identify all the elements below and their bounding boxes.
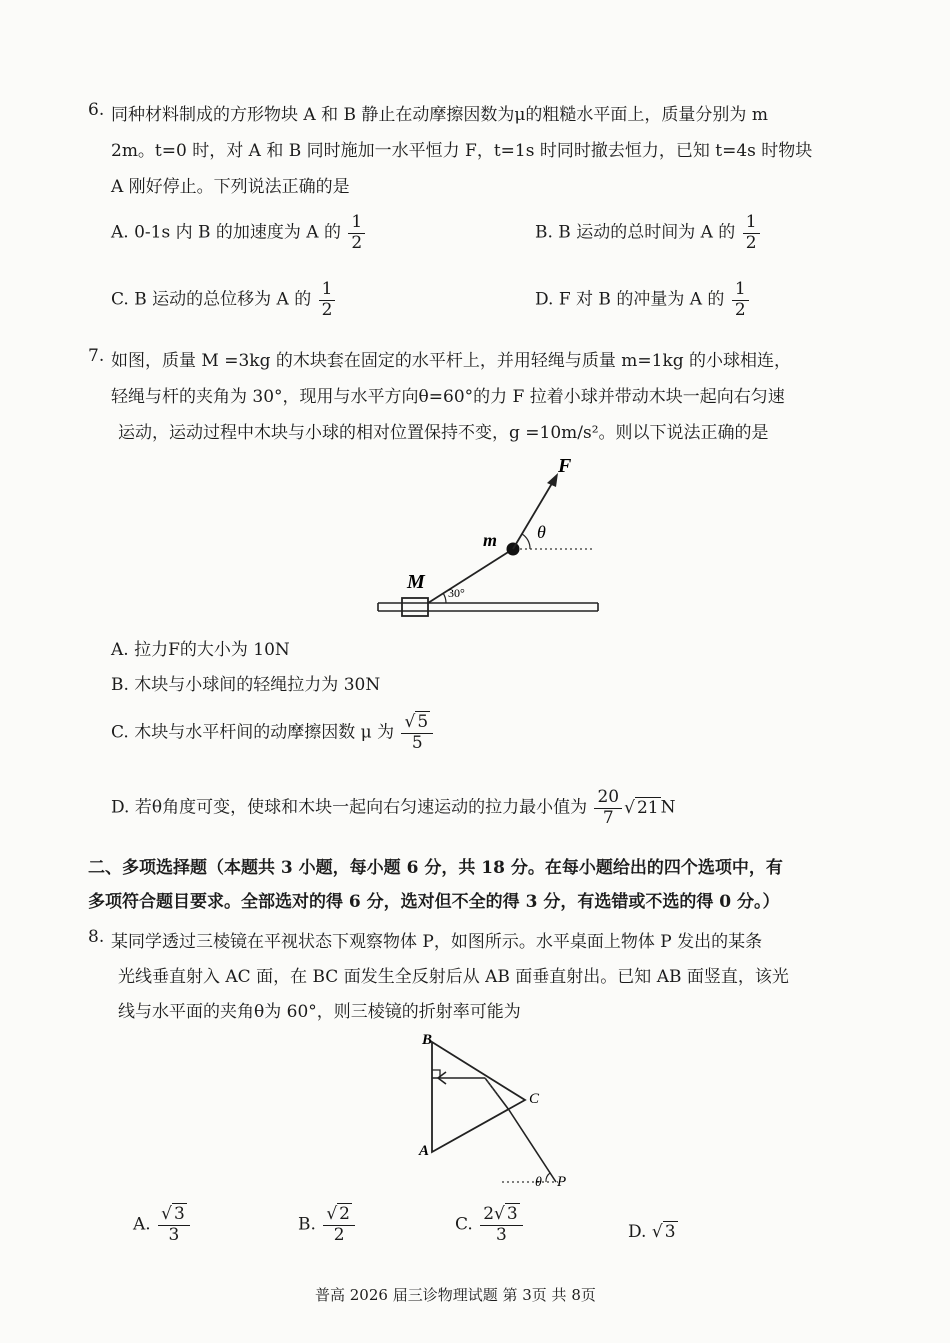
- sqrt-3: √ 3: [651, 1222, 676, 1242]
- frac-den: 3: [168, 1224, 180, 1245]
- q6-option-d-text: D. F 对 B 的冲量为 A 的: [535, 289, 725, 310]
- option-label: A.: [133, 1214, 151, 1235]
- frac-den: 2: [734, 299, 746, 320]
- option-label: D.: [628, 1222, 647, 1242]
- q7-option-c-fraction: $\frac{√ 5}{5}$: [401, 713, 433, 753]
- q8-option-a: [133, 1205, 192, 1245]
- q6-option-b: [535, 213, 762, 253]
- sqrt-radicand: 3: [506, 1204, 518, 1224]
- q6-option-a-fraction: [348, 213, 365, 253]
- q6-option-d: [535, 280, 751, 320]
- q7-option-c: [111, 713, 435, 753]
- frac-den: 2: [745, 232, 757, 253]
- label-30: 30°: [448, 586, 465, 600]
- section2-heading-line2: 多项符合题目要求。全部选对的得 6 分，选对但不全的得 3 分，有选错或不选的得 0 分。）: [88, 892, 780, 912]
- q7-figure: [370, 450, 610, 625]
- q8-line2: 光线垂直射入 AC 面，在 BC 面发生全反射后从 AB 面垂直射出。已知 AB 面竖直，该光: [118, 967, 789, 987]
- sqrt-radicand: 3: [173, 1204, 185, 1224]
- q6-option-a: [111, 213, 367, 253]
- q6-option-b-fraction: [743, 213, 760, 253]
- section2-heading-line1: 二、多项选择题（本题共 3 小题，每小题 6 分，共 18 分。在每小题给出的四个选项中，有: [88, 858, 783, 878]
- page-footer: 普高 2026 届三诊物理试题 第 3页 共 8页: [315, 1286, 596, 1304]
- frac-den: 2: [351, 232, 363, 253]
- option-label: C.: [455, 1214, 473, 1235]
- q8-option-b: [298, 1205, 357, 1245]
- force-arrow: [513, 480, 554, 549]
- prism-triangle: [432, 1042, 525, 1152]
- q7-option-a: A. 拉力F的大小为 10N: [111, 640, 290, 660]
- q6-option-b-text: B. B 运动的总时间为 A 的: [535, 222, 736, 243]
- q7-option-b: B. 木块与小球间的轻绳拉力为 30N: [111, 675, 381, 695]
- label-B: B: [422, 1032, 433, 1048]
- frac-num: 20: [594, 788, 622, 809]
- q8-line1: 某同学透过三棱镜在平视状态下观察物体 P，如图所示。水平桌面上物体 P 发出的某条: [111, 932, 763, 952]
- frac-den: 2: [333, 1224, 345, 1245]
- label-P: P: [557, 1174, 567, 1190]
- option-label: B.: [298, 1214, 316, 1235]
- q6-option-a-text: A. 0-1s 内 B 的加速度为 A 的: [111, 222, 341, 243]
- sqrt-21: √ 21: [624, 797, 659, 818]
- q6-line1: 同种材料制成的方形物块 A 和 B 静止在动摩擦因数为μ的粗糙水平面上，质量分别为 m: [111, 105, 768, 125]
- sqrt-radicand: 5: [417, 712, 429, 732]
- frac-num: 1: [348, 213, 365, 234]
- q6-option-c: [111, 280, 337, 320]
- sqrt-radicand: 2: [339, 1204, 350, 1224]
- q8-option-a-fraction: $\frac{√ 3}{3}$: [158, 1205, 190, 1245]
- frac-num: 1: [743, 213, 760, 234]
- q6-option-c-fraction: [319, 280, 336, 320]
- q8-line3: 线与水平面的夹角θ为 60°，则三棱镜的折射率可能为: [118, 1002, 521, 1022]
- q6-line3: A 刚好停止。下列说法正确的是: [111, 177, 350, 197]
- label-theta: θ: [537, 522, 546, 542]
- label-M: M: [407, 571, 425, 593]
- q8-option-c-fraction: $\frac{2√ 3}{3}$: [480, 1205, 523, 1245]
- coef: 2: [483, 1204, 495, 1224]
- frac-den: 3: [496, 1224, 507, 1245]
- frac-num: 1: [319, 280, 336, 301]
- light-ray-incident: [509, 1110, 556, 1182]
- q7-line3: 运动，运动过程中木块与小球的相对位置保持不变，g =10m/s²。则以下说法正确的是: [118, 423, 769, 443]
- q8-figure: [410, 1030, 590, 1195]
- label-theta: θ: [535, 1175, 542, 1190]
- sqrt-radicand: 3: [664, 1222, 676, 1242]
- label-F: F: [558, 455, 572, 477]
- frac-den: 7: [602, 807, 614, 828]
- frac-num: 1: [732, 280, 749, 301]
- horizontal-rod: [378, 603, 598, 611]
- angle-30-arc: [443, 593, 446, 603]
- q7-line2: 轻绳与杆的夹角为 30°，现用与水平方向θ=60°的力 F 拉着小球并带动木块一起向右匀速: [111, 387, 785, 407]
- q8-option-b-fraction: $\frac{√ 2}{2}$: [323, 1205, 355, 1245]
- q7-number: 7.: [88, 346, 105, 366]
- sqrt-radicand: 21: [636, 797, 659, 818]
- q6-option-d-fraction: [732, 280, 749, 320]
- theta-arc: [546, 1173, 550, 1182]
- q7-option-c-text: C. 木块与水平杆间的动摩擦因数 μ 为: [111, 722, 395, 743]
- block-M: [402, 598, 428, 616]
- q7-option-d-fraction: [594, 788, 622, 828]
- q8-option-c: [455, 1205, 525, 1245]
- arrow-head: [547, 473, 558, 487]
- label-C: C: [529, 1091, 540, 1107]
- q6-line2: 2m。t=0 时，对 A 和 B 同时施加一水平恒力 F，t=1s 时同时撤去恒力，已知 t=4s 时物块: [111, 141, 813, 161]
- label-A: A: [419, 1143, 430, 1159]
- q7-option-d-text: D. 若θ角度可变，使球和木块一起向右匀速运动的拉力最小值为: [111, 797, 588, 818]
- q7-line1: 如图，质量 M =3kg 的木块套在固定的水平杆上，并用轻绳与质量 m=1kg 的小球相连，: [111, 351, 792, 371]
- unit-N: N: [660, 797, 676, 818]
- q6-number: 6.: [88, 100, 105, 120]
- frac-den: 2: [321, 299, 333, 320]
- theta-arc: [522, 534, 530, 549]
- frac-den: 5: [411, 732, 423, 753]
- q6-option-c-text: C. B 运动的总位移为 A 的: [111, 289, 312, 310]
- q8-number: 8.: [88, 927, 105, 947]
- q7-option-d: [111, 788, 675, 828]
- label-m: m: [483, 530, 498, 550]
- q8-option-d: [628, 1222, 678, 1242]
- rope: [428, 549, 513, 603]
